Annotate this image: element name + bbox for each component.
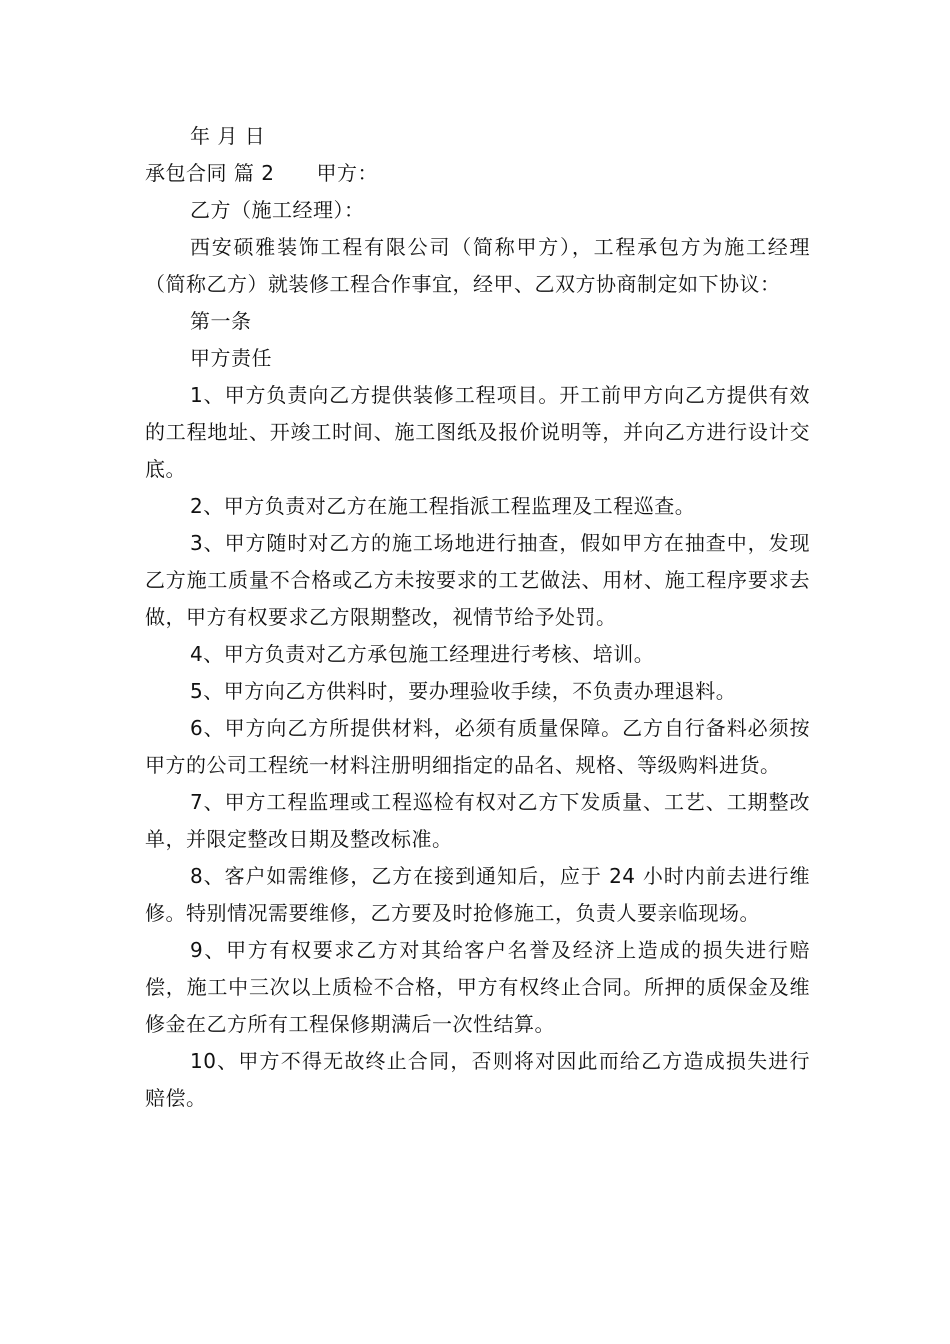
contract-title: 承包合同 篇 2 <box>145 161 275 185</box>
clause-item: 6、甲方向乙方所提供材料，必须有质量保障。乙方自行备料必须按甲方的公司工程统一材料注册明细指定的品名、规格、等级购料进货。 <box>145 716 810 777</box>
clause-item: 5、甲方向乙方供料时，要办理验收手续，不负责办理退料。 <box>190 679 737 703</box>
article-number: 第一条 <box>190 309 252 333</box>
clause-item: 7、甲方工程监理或工程巡检有权对乙方下发质量、工艺、工期整改单，并限定整改日期及整改标准。 <box>145 790 810 851</box>
clause-item: 10、甲方不得无故终止合同，否则将对因此而给乙方造成损失进行赔偿。 <box>145 1049 810 1110</box>
clause-item: 1、甲方负责向乙方提供装修工程项目。开工前甲方向乙方提供有效的工程地址、开竣工时间、施工图纸及报价说明等，并向乙方进行设计交底。 <box>145 383 810 481</box>
clause-item: 2、甲方负责对乙方在施工程指派工程监理及工程巡查。 <box>190 494 696 518</box>
clause-item: 3、甲方随时对乙方的施工场地进行抽查，假如甲方在抽查中，发现乙方施工质量不合格或乙方未按要求的工艺做法、用材、施工程序要求去做，甲方有权要求乙方限期整改，视情节给予处罚。 <box>145 531 810 629</box>
contract-heading <box>145 155 810 192</box>
date-line: 年 月 日 <box>190 124 266 148</box>
party-b-label: 乙方（施工经理）： <box>190 198 365 222</box>
party-a-label: 甲方： <box>316 161 378 185</box>
clause-item: 9、甲方有权要求乙方对其给客户名誉及经济上造成的损失进行赔偿，施工中三次以上质检不合格，甲方有权终止合同。所押的质保金及维修金在乙方所有工程保修期满后一次性结算。 <box>145 938 810 1036</box>
intro-paragraph: 西安硕雅装饰工程有限公司（简称甲方），工程承包方为施工经理（简称乙方）就装修工程合作事宜，经甲、乙双方协商制定如下协议： <box>145 235 810 296</box>
article-title: 甲方责任 <box>190 346 272 370</box>
document-body <box>145 118 810 1117</box>
clause-item: 8、客户如需维修，乙方在接到通知后，应于 24 小时内前去进行维修。特别情况需要维修，乙方要及时抢修施工，负责人要亲临现场。 <box>145 864 810 925</box>
clause-item: 4、甲方负责对乙方承包施工经理进行考核、培训。 <box>190 642 655 666</box>
